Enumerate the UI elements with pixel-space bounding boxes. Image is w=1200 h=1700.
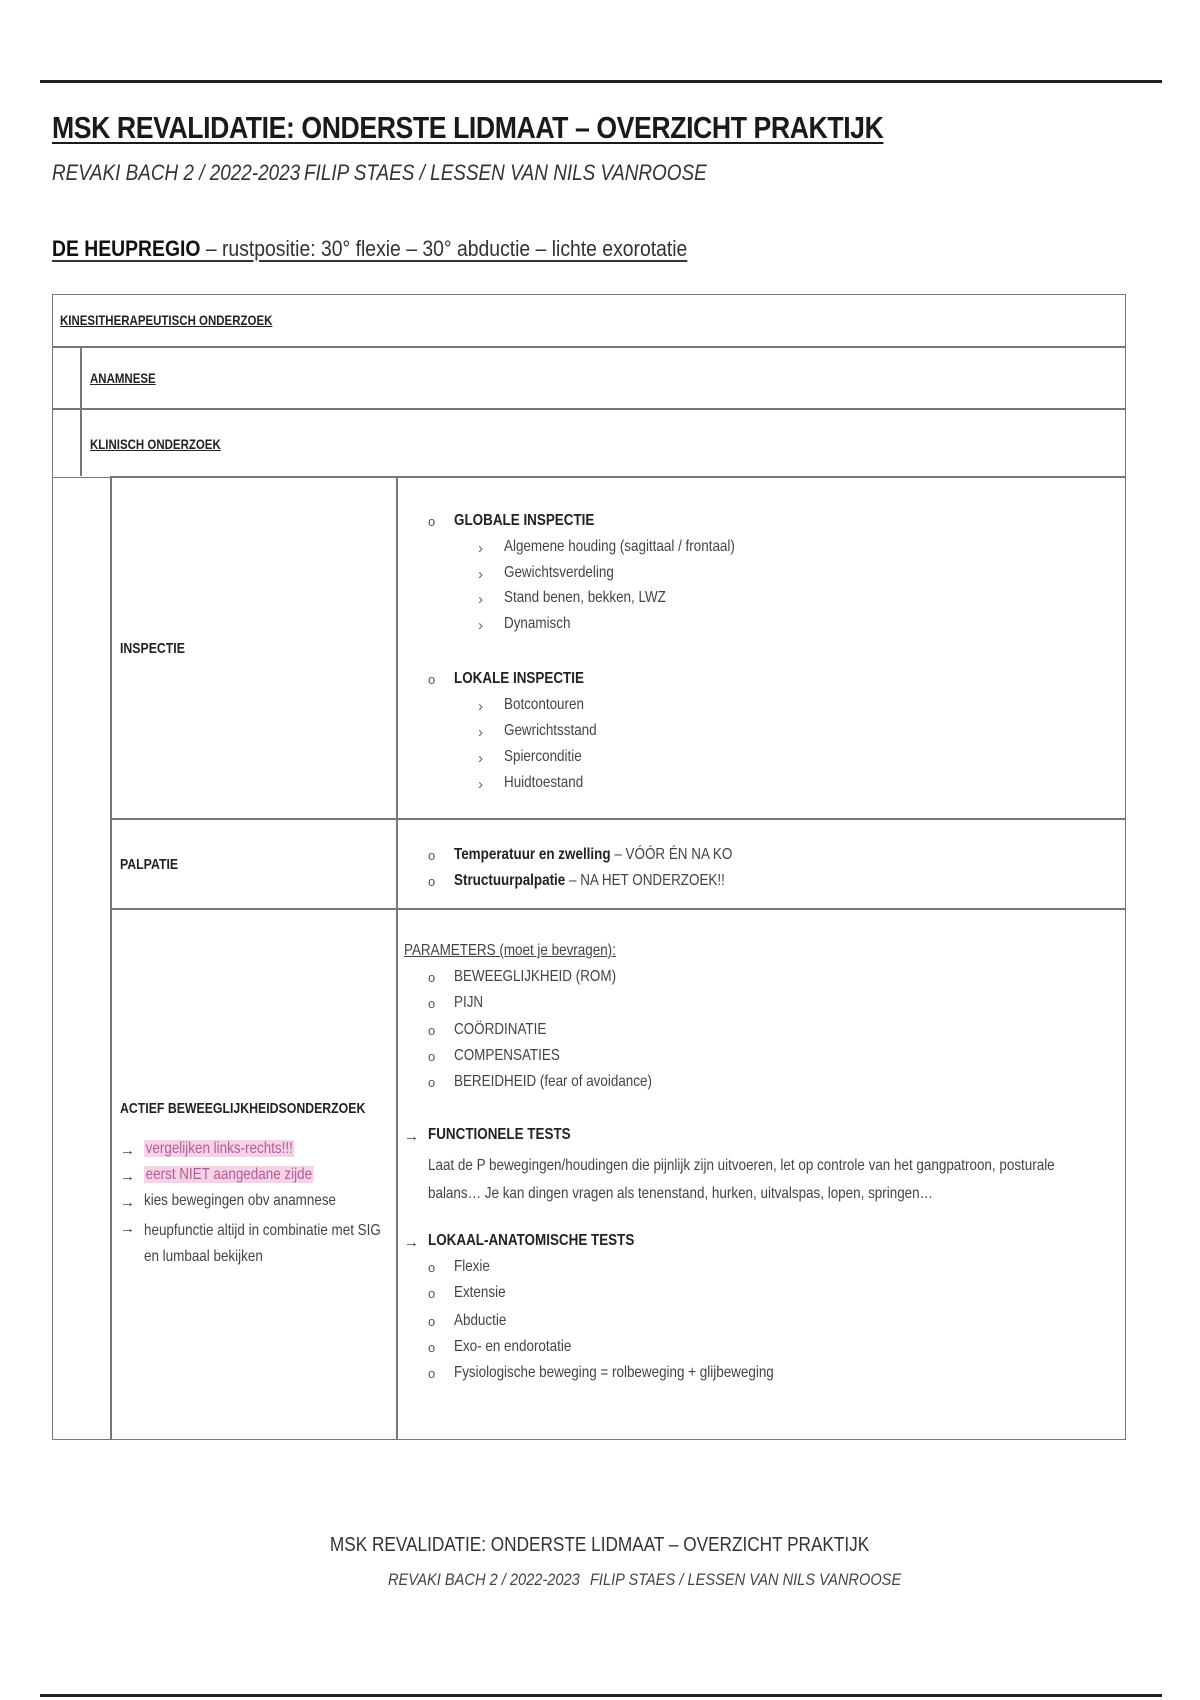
palpatie-row xyxy=(110,818,1126,910)
footer-title xyxy=(0,1534,1200,1557)
palpatie-label: PALPATIE xyxy=(120,856,179,873)
palpatie-item-rest: – VÓÓR ÉN NA KO xyxy=(610,846,733,863)
chevron-right-icon: › xyxy=(478,617,483,634)
lokaal-item: Flexie xyxy=(454,1258,490,1275)
inspectie-row xyxy=(110,476,1126,820)
parameters-title: PARAMETERS (moet je bevragen): xyxy=(404,942,616,959)
lokaal-title: LOKAAL-ANATOMISCHE TESTS xyxy=(428,1232,635,1249)
footer-course: REVAKI BACH 2 / 2022-2023 xyxy=(388,1570,580,1589)
bullet-icon: o xyxy=(428,1023,436,1038)
top-rule xyxy=(40,80,1162,83)
right-arrow-icon: → xyxy=(120,1168,135,1185)
chevron-right-icon: › xyxy=(478,566,483,583)
bullet-icon: o xyxy=(428,1260,436,1275)
bullet-icon: o xyxy=(428,848,436,863)
lokaal-item: Exo- en endorotatie xyxy=(454,1338,572,1355)
inspectie-label: INSPECTIE xyxy=(120,640,185,657)
palpatie-item-rest: – NA HET ONDERZOEK!! xyxy=(565,872,725,889)
bottom-rule xyxy=(40,1694,1162,1697)
palpatie-item xyxy=(454,846,732,864)
actief-note xyxy=(144,1140,295,1158)
globale-item: Dynamisch xyxy=(504,615,571,632)
right-arrow-icon: → xyxy=(404,1128,419,1145)
parameter-item: BEWEEGLIJKHEID (ROM) xyxy=(454,968,617,985)
actief-note xyxy=(144,1166,314,1184)
actief-note: kies bewegingen obv anamnese xyxy=(144,1192,337,1209)
bullet-icon: o xyxy=(428,1314,436,1329)
lokaal-item: Fysiologische beweging = rolbeweging + glijbeweging xyxy=(454,1364,774,1381)
right-arrow-icon: → xyxy=(120,1194,135,1211)
bullet-icon: o xyxy=(428,996,436,1011)
lokale-item: Huidtoestand xyxy=(504,774,584,791)
functionele-text: Laat de P bewegingen/houdingen die pijnlijk zijn uitvoeren, let op controle van het gangpatroon, posturale balans… Je kan dingen vragen als tenenstand, hurken, uitvalspas, lopen, springen… xyxy=(428,1157,1055,1202)
footer-title-text: MSK REVALIDATIE: ONDERSTE LIDMAAT – OVERZICHT PRAKTIJK xyxy=(330,1534,870,1556)
globale-item: Algemene houding (sagittaal / frontaal) xyxy=(504,538,735,555)
chevron-right-icon: › xyxy=(478,750,483,767)
section-title: KINESITHERAPEUTISCH ONDERZOEK xyxy=(60,312,273,328)
chevron-right-icon: › xyxy=(478,591,483,608)
region-heading xyxy=(52,236,687,262)
actief-label: ACTIEF BEWEEGLIJKHEIDSONDERZOEK xyxy=(120,1100,366,1117)
lokale-item: Spierconditie xyxy=(504,748,582,765)
lokaal-item: Extensie xyxy=(454,1284,506,1301)
actief-note: heupfunctie altijd in combinatie met SIG en lumbaal bekijken xyxy=(144,1222,381,1265)
lokale-item: Gewrichtsstand xyxy=(504,722,597,739)
functionele-title: FUNCTIONELE TESTS xyxy=(428,1126,571,1143)
anamnese-row xyxy=(52,346,1126,410)
lokale-title: LOKALE INSPECTIE xyxy=(454,670,584,687)
bullet-icon: o xyxy=(428,1075,436,1090)
bullet-icon: o xyxy=(428,514,436,529)
klinisch-label: KLINISCH ONDERZOEK xyxy=(90,436,221,452)
globale-item: Stand benen, bekken, LWZ xyxy=(504,589,666,606)
chevron-right-icon: › xyxy=(478,698,483,715)
highlighted-note: eerst NIET aangedane zijde xyxy=(145,1166,313,1183)
palpatie-item-bold: Structuurpalpatie xyxy=(454,872,566,889)
bullet-icon: o xyxy=(428,874,436,889)
highlighted-note: vergelijken links-rechts!!! xyxy=(145,1140,293,1157)
authors-line: FILIP STAES / LESSEN VAN NILS VANROOSE xyxy=(304,160,707,185)
right-arrow-icon: → xyxy=(120,1220,135,1237)
bullet-icon: o xyxy=(428,1366,436,1381)
region-name: DE HEUPREGIO xyxy=(52,236,201,261)
bullet-icon: o xyxy=(428,970,436,985)
right-arrow-icon: → xyxy=(404,1234,419,1251)
right-arrow-icon: → xyxy=(120,1142,135,1159)
footer-authors: FILIP STAES / LESSEN VAN NILS VANROOSE xyxy=(590,1570,902,1589)
bullet-icon: o xyxy=(428,1049,436,1064)
document-title: MSK REVALIDATIE: ONDERSTE LIDMAAT – OVERZICHT PRAKTIJK xyxy=(52,110,884,145)
lokaal-item: Abductie xyxy=(454,1312,507,1329)
chevron-right-icon: › xyxy=(478,540,483,557)
chevron-right-icon: › xyxy=(478,724,483,741)
examination-table xyxy=(52,294,1126,1440)
chevron-right-icon: › xyxy=(478,776,483,793)
globale-item: Gewichtsverdeling xyxy=(504,564,614,581)
anamnese-label: ANAMNESE xyxy=(90,370,156,386)
parameter-item: BEREIDHEID (fear of avoidance) xyxy=(454,1073,652,1090)
palpatie-item xyxy=(454,872,725,890)
bullet-icon: o xyxy=(428,1340,436,1355)
bullet-icon: o xyxy=(428,1286,436,1301)
parameter-item: PIJN xyxy=(454,994,484,1011)
globale-title: GLOBALE INSPECTIE xyxy=(454,512,595,529)
parameter-item: COMPENSATIES xyxy=(454,1047,560,1064)
palpatie-item-bold: Temperatuur en zwelling xyxy=(454,846,611,863)
course-line: REVAKI BACH 2 / 2022-2023 xyxy=(52,160,301,185)
lokale-item: Botcontouren xyxy=(504,696,584,713)
bullet-icon: o xyxy=(428,672,436,687)
parameter-item: COÖRDINATIE xyxy=(454,1021,547,1038)
region-detail: – rustpositie: 30° flexie – 30° abductie – lichte exorotatie xyxy=(200,236,688,261)
